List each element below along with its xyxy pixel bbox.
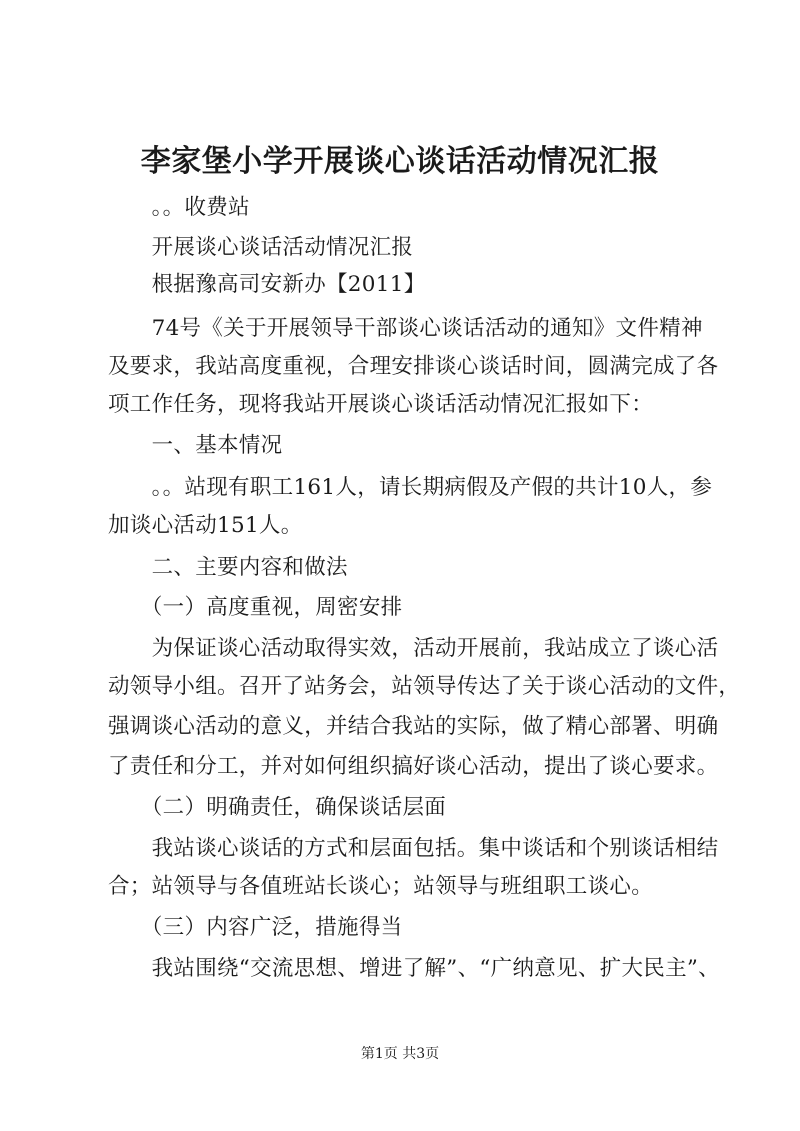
paragraph-line: 74号《关于开展领导干部谈心谈话活动的通知》文件精神 <box>108 316 703 341</box>
paragraph-line: 强调谈心活动的意义，并结合我站的实际，做了精心部署、明确 <box>108 714 719 739</box>
paragraph-line: 为保证谈心活动取得实效，活动开展前，我站成立了谈心活 <box>108 636 719 661</box>
paragraph-line: 加谈心活动151人。 <box>108 513 303 538</box>
paragraph-line: 及要求，我站高度重视，合理安排谈心谈话时间，圆满完成了各 <box>108 354 719 379</box>
paragraph-line: 动领导小组。召开了站务会，站领导传达了关于谈心活动的文件， <box>108 674 741 699</box>
document-title: 李家堡小学开展谈心谈话活动情况汇报 <box>140 144 660 179</box>
paragraph-line: 。。站现有职工161人，请长期病假及产假的共计10人，参 <box>108 475 713 500</box>
paragraph-line: 开展谈心谈话活动情况汇报 <box>108 235 414 260</box>
section-heading: 一、基本情况 <box>108 433 283 458</box>
page-footer: 第1页 共3页 <box>360 1046 440 1062</box>
subsection-heading: （三）内容广泛，措施得当 <box>108 915 403 940</box>
paragraph-line: 。。收费站 <box>108 195 250 220</box>
paragraph-line: 我站围绕“交流思想、增进了解”、“广纳意见、扩大民主”、 <box>108 956 720 981</box>
paragraph-line: 我站谈心谈话的方式和层面包括。集中谈话和个别谈话相结 <box>108 836 719 861</box>
subsection-heading: （一）高度重视，周密安排 <box>108 595 403 620</box>
subsection-heading: （二）明确责任，确保谈话层面 <box>108 795 447 820</box>
paragraph-line: 合；站领导与各值班站长谈心；站领导与班组职工谈心。 <box>108 874 654 899</box>
paragraph-line: 项工作任务，现将我站开展谈心谈话活动情况汇报如下： <box>108 392 654 417</box>
paragraph-line: 了责任和分工，并对如何组织搞好谈心活动，提出了谈心要求。 <box>108 754 719 779</box>
section-heading: 二、主要内容和做法 <box>108 555 348 580</box>
paragraph-line: 根据豫高司安新办【2011】 <box>108 272 426 297</box>
